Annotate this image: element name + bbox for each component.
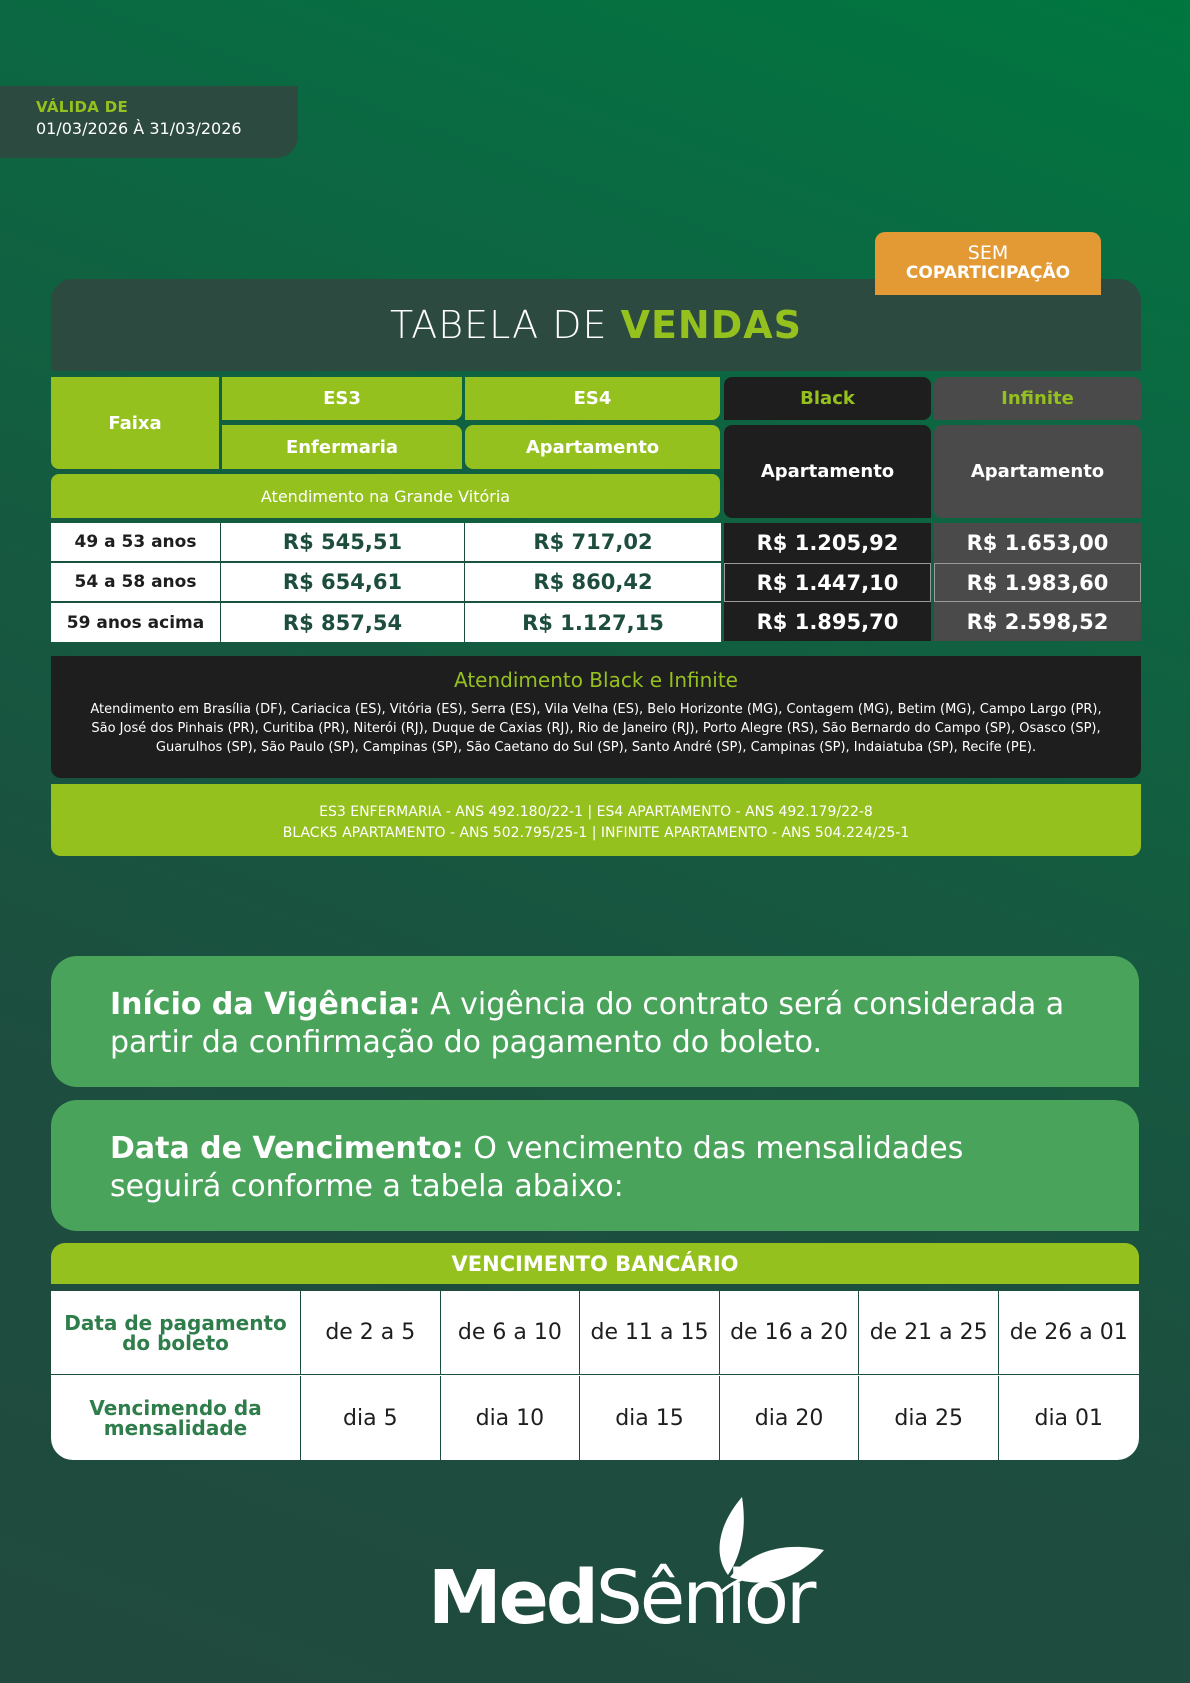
table-row	[51, 523, 721, 562]
vigencia-panel	[51, 956, 1139, 1087]
black-header	[724, 377, 931, 420]
es3-accommodation	[222, 425, 462, 469]
vencimento-label: Data de Vencimento:	[110, 1131, 464, 1166]
billing-row-due	[51, 1376, 1139, 1460]
infinite-accommodation	[934, 425, 1141, 518]
infinite-accommodation-label: Apartamento	[970, 461, 1105, 482]
price-black: R$ 1.205,92	[756, 530, 899, 555]
price-infinite: R$ 2.598,52	[966, 609, 1109, 634]
price-infinite: R$ 1.983,60	[934, 563, 1141, 602]
payment-range: de 6 a 10	[441, 1291, 581, 1374]
price-infinite: R$ 1.653,00	[966, 530, 1109, 555]
vigencia-text: A vigência do contrato será considerada a partir da confirmação do pagamento do boleto.	[110, 987, 1065, 1060]
due-day: dia 15	[580, 1376, 720, 1460]
price-es3: R$ 654,61	[221, 563, 465, 601]
payment-range: de 2 a 5	[301, 1291, 441, 1374]
payment-range: de 16 a 20	[720, 1291, 860, 1374]
title-part2: VENDAS	[620, 303, 803, 347]
vencimento-panel	[51, 1100, 1139, 1231]
price-black: R$ 1.895,70	[756, 609, 899, 634]
logo-wordmark	[428, 1555, 813, 1641]
table-row	[51, 563, 721, 602]
es3-accommodation-label: Enfermaria	[285, 436, 399, 458]
black-accommodation	[724, 425, 931, 518]
table-row	[51, 603, 721, 642]
billing-title	[51, 1243, 1139, 1284]
region-note-label: Atendimento na Grande Vitória	[260, 486, 511, 506]
due-day: dia 10	[441, 1376, 581, 1460]
faixa-header-label: Faixa	[108, 412, 162, 434]
payment-range: de 11 a 15	[580, 1291, 720, 1374]
logo-bold: Med	[428, 1555, 596, 1641]
price-black: R$ 1.447,10	[724, 563, 931, 602]
badge-line2: COPARTICIPAÇÃO	[905, 263, 1071, 283]
ans-line2: BLACK5 APARTAMENTO - ANS 502.795/25-1 | INFINITE APARTAMENTO - ANS 504.224/25-1	[282, 825, 910, 841]
price-es3: R$ 857,54	[221, 603, 465, 642]
infinite-header	[934, 377, 1141, 420]
due-day: dia 5	[301, 1376, 441, 1460]
es4-accommodation	[465, 425, 720, 469]
vigencia-label: Início da Vigência:	[110, 987, 421, 1022]
black-name: Black	[800, 388, 855, 409]
es3-name: ES3	[323, 388, 361, 409]
logo-regular: Sênior	[595, 1555, 814, 1641]
region-note	[51, 474, 720, 518]
payment-range: de 26 a 01	[1009, 1320, 1128, 1345]
age-range: 49 a 53 anos	[51, 523, 221, 561]
billing-row-payment	[51, 1291, 1139, 1375]
coverage-panel	[51, 656, 1141, 778]
age-range: 54 a 58 anos	[51, 563, 221, 601]
es4-name: ES4	[573, 388, 612, 409]
coverage-text: Atendimento em Brasília (DF), Cariacica (ES), Vitória (ES), Serra (ES), Vila Velha (ES), Belo Horizonte (MG), Contagem (MG), Betim (MG), Campo Largo (PR), São José dos Pinhais (PR), Curitiba (PR), Niterói (RJ), Duque de Caxias (RJ), Rio de Janeiro (RJ), Porto Alegre (RS), São Bernardo do Campo (SP), Osasco (SP), Guarulhos (SP), São Paulo (SP), Campinas (SP), São Caetano do Sul (SP), Santo André (SP), Campinas (SP), Indaiatuba (SP), Recife (PE).	[90, 702, 1102, 755]
badge-line1: SEM	[967, 242, 1009, 264]
es3-header	[222, 377, 462, 420]
age-range: 59 anos acima	[51, 603, 221, 642]
black-accommodation-label: Apartamento	[760, 461, 895, 482]
due-day: dia 25	[859, 1376, 999, 1460]
es4-header	[465, 377, 720, 420]
faixa-header	[51, 377, 219, 469]
ans-registration-panel	[51, 784, 1141, 856]
title-part1: TABELA DE	[389, 303, 621, 347]
ans-line1: ES3 ENFERMARIA - ANS 492.180/22-1 | ES4 APARTAMENTO - ANS 492.179/22-8	[319, 804, 873, 820]
price-es4: R$ 860,42	[533, 570, 653, 594]
price-es4: R$ 717,02	[533, 530, 653, 554]
due-day: dia 01	[1034, 1405, 1104, 1431]
validity-label: VÁLIDA DE	[36, 98, 129, 116]
payment-label: Data de pagamento do boleto	[51, 1291, 301, 1374]
no-copay-badge	[875, 232, 1101, 295]
validity-dates: 01/03/2026 À 31/03/2026	[36, 119, 242, 138]
price-es4: R$ 1.127,15	[522, 610, 664, 635]
es4-accommodation-label: Apartamento	[525, 436, 660, 458]
price-es3: R$ 545,51	[221, 523, 465, 561]
billing-table	[51, 1291, 1139, 1460]
validity-tag	[0, 86, 298, 158]
due-label: Vencimendo da mensalidade	[51, 1376, 301, 1460]
vencimento-text: O vencimento das mensalidades seguirá conforme a tabela abaixo:	[110, 1131, 964, 1204]
medsenior-logo	[428, 1495, 828, 1645]
infinite-name: Infinite	[1001, 388, 1074, 409]
due-day: dia 20	[720, 1376, 860, 1460]
payment-range: de 21 a 25	[859, 1291, 999, 1374]
billing-title-label: VENCIMENTO BANCÁRIO	[451, 1251, 739, 1276]
coverage-title: Atendimento Black e Infinite	[454, 668, 738, 692]
